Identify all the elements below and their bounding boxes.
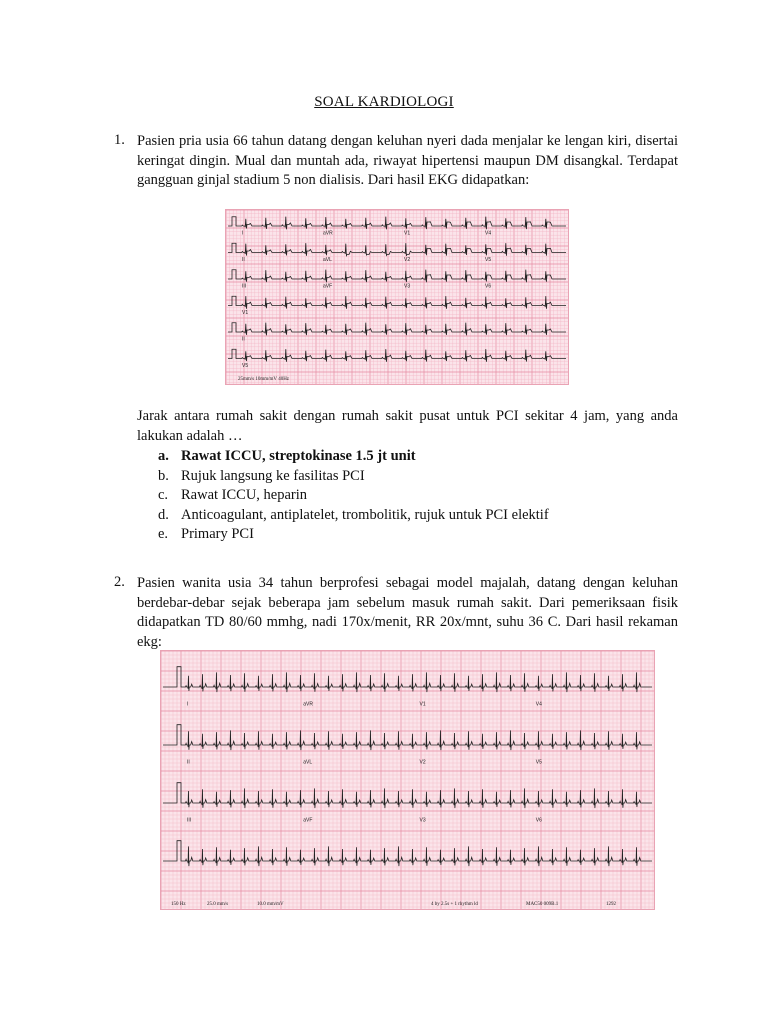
ekg-lead-label: II bbox=[242, 256, 245, 263]
ekg-lead-label: III bbox=[187, 817, 192, 824]
ekg-lead-label: II bbox=[242, 336, 245, 343]
question-1-options bbox=[158, 447, 549, 545]
ekg-lead-label: V1 bbox=[419, 701, 426, 708]
ekg-lead-label: V5 bbox=[535, 759, 542, 766]
ekg-trace bbox=[228, 217, 566, 230]
ekg-grid bbox=[226, 210, 568, 384]
ekg-footer-item: 4 by 2.5s + 1 rhythm ld bbox=[431, 902, 478, 907]
ekg-trace bbox=[163, 783, 652, 808]
ekg-lead-label: aVL bbox=[323, 256, 332, 263]
ekg-footer-item: 25.0 mm/s bbox=[207, 902, 229, 907]
ekg-lead-label: V6 bbox=[535, 817, 542, 824]
option-b[interactable] bbox=[158, 467, 549, 487]
ekg-lead-label: V1 bbox=[242, 309, 249, 316]
ekg-image-2 bbox=[160, 650, 655, 910]
option-text: Primary PCI bbox=[181, 526, 254, 542]
ekg-footer: 25mm/s 10mm/mV 40Hz bbox=[238, 377, 290, 382]
ekg-trace bbox=[163, 667, 652, 692]
ekg-lead-label: V1 bbox=[404, 230, 411, 237]
ekg-lead-label: aVF bbox=[303, 817, 313, 824]
option-a[interactable] bbox=[158, 447, 549, 467]
question-1-stem: Pasien pria usia 66 tahun datang dengan keluhan nyeri dada menjalar ke lengan kiri, disertai keringat dingin. Mual dan muntah ada, riwayat hipertensi maupun DM disangkal. Terdapat gangguan ginjal stadium 5 non dialisis. Dari hasil EKG didapatkan: bbox=[137, 133, 678, 188]
ekg-image-1 bbox=[225, 209, 569, 385]
option-c[interactable] bbox=[158, 486, 549, 506]
option-d[interactable] bbox=[158, 506, 549, 526]
ekg-lead-label: aVR bbox=[303, 701, 313, 708]
option-text: Anticoagulant, antiplatelet, trombolitik, rujuk untuk PCI elektif bbox=[181, 506, 549, 523]
option-text: Rawat ICCU, heparin bbox=[181, 487, 308, 503]
ekg-trace bbox=[228, 270, 566, 283]
ekg-lead-label: V2 bbox=[404, 256, 411, 263]
question-1-number: 1. bbox=[114, 132, 125, 148]
ekg-lead-label: I bbox=[187, 701, 189, 708]
ekg-lead-label: III bbox=[242, 283, 247, 290]
ekg-lead-label: V5 bbox=[242, 362, 249, 369]
ekg-lead-label: aVL bbox=[303, 759, 313, 766]
ekg-trace bbox=[163, 841, 652, 866]
option-letter: c. bbox=[158, 487, 169, 503]
ekg-lead-label: V3 bbox=[404, 283, 411, 290]
ekg-lead-label: V3 bbox=[419, 817, 426, 824]
question-1-prompt: Jarak antara rumah sakit dengan rumah sakit pusat untuk PCI sekitar 4 jam, yang anda lakukan adalah … bbox=[137, 408, 678, 444]
ekg-trace bbox=[163, 725, 652, 750]
option-letter: b. bbox=[158, 467, 169, 484]
ekg-lead-label: I bbox=[242, 230, 244, 237]
option-letter: a. bbox=[158, 448, 169, 464]
question-2-stem: Pasien wanita usia 34 tahun berprofesi sebagai model majalah, datang dengan keluhan berdebar-debar sejak beberapa jam sebelum masuk rumah sakit. Dari pemeriksaan fisik didapatkan TD 80/60 mmhg, nadi 170x/menit, RR 20x/mnt, suhu 36 C. Dari hasil rekaman ekg: bbox=[137, 575, 678, 650]
question-2-number: 2. bbox=[114, 574, 125, 590]
ekg-footer-item: 1292 bbox=[606, 902, 616, 907]
ekg-footer-item: 10.0 mm/mV bbox=[257, 902, 284, 907]
option-text: Rujuk langsung ke fasilitas PCI bbox=[181, 467, 365, 484]
ekg-trace bbox=[228, 349, 566, 362]
option-letter: d. bbox=[158, 506, 169, 523]
ekg-lead-label: V2 bbox=[419, 759, 426, 766]
ekg-footer-item: 150 Hz bbox=[171, 902, 186, 907]
ekg-lead-label: aVF bbox=[323, 283, 333, 290]
ekg-lead-label: V4 bbox=[485, 230, 492, 237]
ekg-lead-label: aVR bbox=[323, 230, 333, 237]
ekg-lead-label: II bbox=[187, 759, 190, 766]
option-letter: e. bbox=[158, 526, 169, 542]
ekg-footer-item: MAC50 009B.1 bbox=[526, 902, 559, 907]
ekg-trace bbox=[228, 296, 566, 309]
page-title: SOAL KARDIOLOGI bbox=[314, 94, 454, 110]
option-text: Rawat ICCU, streptokinase 1.5 jt unit bbox=[181, 448, 416, 464]
ekg-lead-label: V4 bbox=[535, 701, 542, 708]
ekg-lead-label: V6 bbox=[485, 283, 492, 290]
ekg-lead-label: V5 bbox=[485, 256, 492, 263]
option-e[interactable] bbox=[158, 525, 549, 545]
ekg-grid bbox=[161, 651, 654, 909]
